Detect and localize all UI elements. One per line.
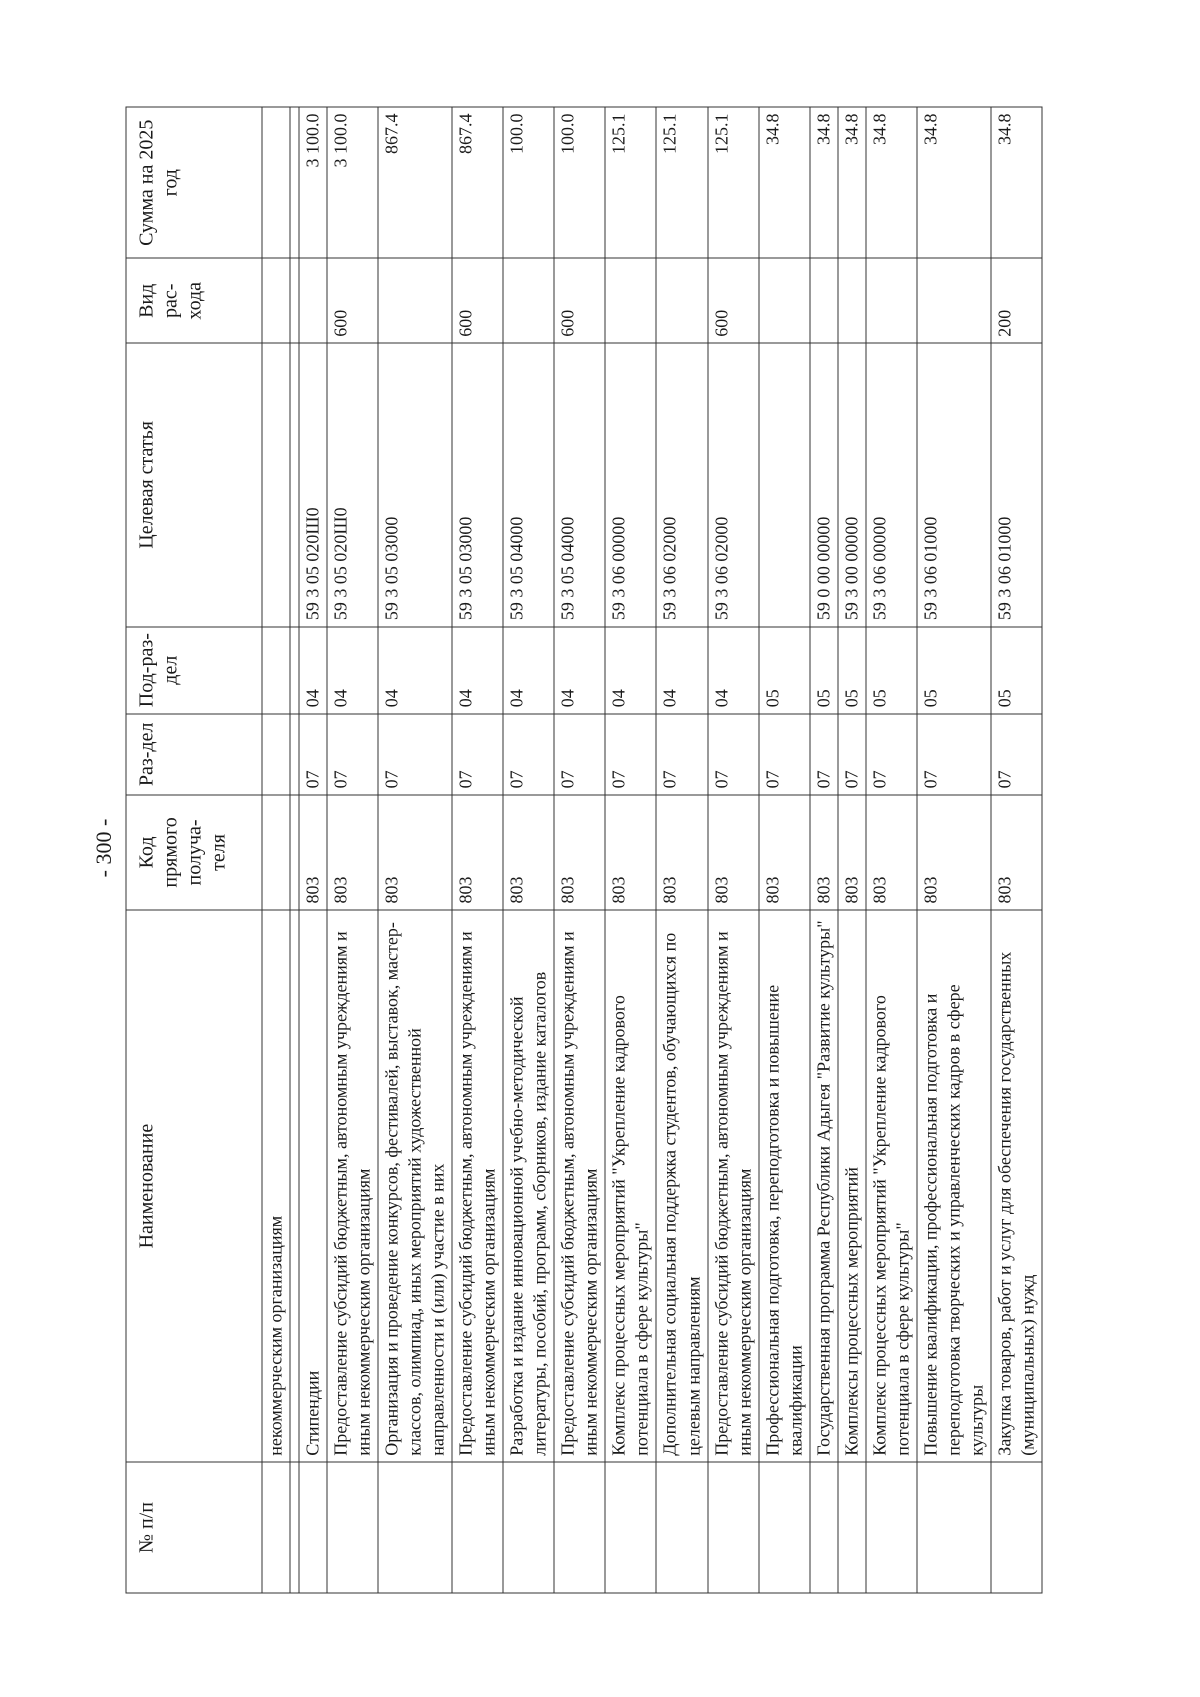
cell-subsection: 04 <box>707 626 758 713</box>
table-row <box>990 107 1041 1593</box>
cell-section: 07 <box>837 713 865 794</box>
cell-receiver: 803 <box>916 794 990 909</box>
cell-target: 59 3 06 01000 <box>990 343 1041 626</box>
cell-name: Государственная программа Республики Адыгея "Развитие культуры" <box>809 909 837 1461</box>
cell-receiver: 803 <box>327 794 378 909</box>
cell-num <box>554 1462 605 1593</box>
cell-receiver: 803 <box>605 794 656 909</box>
cell-receiver: 803 <box>378 794 452 909</box>
cell-subsection: 05 <box>837 626 865 713</box>
table-row <box>707 107 758 1593</box>
table-row <box>809 107 837 1593</box>
cell-num <box>299 1462 327 1593</box>
table-row <box>452 107 503 1593</box>
cell-subsection: 05 <box>809 626 837 713</box>
table-row <box>299 107 327 1593</box>
table-row <box>378 107 452 1593</box>
table-row <box>554 107 605 1593</box>
header-sum: Сумма на 2025 год <box>126 107 262 258</box>
cell-section: 07 <box>452 713 503 794</box>
cell-target: 59 3 05 04000 <box>503 343 554 626</box>
cell-num <box>605 1462 656 1593</box>
cell-target: 59 0 00 00000 <box>809 343 837 626</box>
cell-name: Комплексы процессных мероприятий <box>837 909 865 1461</box>
cell-sum <box>290 107 299 258</box>
cell-num <box>758 1462 809 1593</box>
cell-num <box>837 1462 865 1593</box>
cell-section: 07 <box>865 713 916 794</box>
cell-subsection: 04 <box>452 626 503 713</box>
cell-section <box>262 713 290 794</box>
cell-expense: 600 <box>327 258 378 343</box>
cell-section: 07 <box>990 713 1041 794</box>
cell-sum: 34.8 <box>809 107 837 258</box>
cell-section: 07 <box>916 713 990 794</box>
cell-num <box>809 1462 837 1593</box>
cell-name <box>290 909 299 1461</box>
table-row <box>865 107 916 1593</box>
cell-section: 07 <box>554 713 605 794</box>
cell-section: 07 <box>327 713 378 794</box>
cell-subsection <box>290 626 299 713</box>
cell-num <box>916 1462 990 1593</box>
cell-sum: 34.8 <box>865 107 916 258</box>
cell-num <box>378 1462 452 1593</box>
cell-name: Разработка и издание инновационной учебно-методической литературы, пособий, программ, сборников, издание каталогов <box>503 909 554 1461</box>
cell-target: 59 3 05 03000 <box>452 343 503 626</box>
header-section: Раз-дел <box>126 713 262 794</box>
cell-sum: 3 100.0 <box>299 107 327 258</box>
cell-sum: 100.0 <box>554 107 605 258</box>
cell-subsection: 04 <box>605 626 656 713</box>
cell-num <box>452 1462 503 1593</box>
cell-name: Предоставление субсидий бюджетным, автономным учреждениям и иным некоммерческим организациям <box>452 909 503 1461</box>
header-target: Целевая статья <box>126 343 262 626</box>
cell-sum: 125.1 <box>707 107 758 258</box>
cell-section: 07 <box>299 713 327 794</box>
cell-target: 59 3 06 02000 <box>656 343 707 626</box>
cell-num <box>503 1462 554 1593</box>
table-row <box>605 107 656 1593</box>
table-header-row <box>126 107 262 1593</box>
table-row <box>656 107 707 1593</box>
cell-subsection: 05 <box>758 626 809 713</box>
cell-receiver <box>290 794 299 909</box>
header-receiver: Код прямого получа-теля <box>126 794 262 909</box>
cell-sum: 867.4 <box>452 107 503 258</box>
cell-sum: 34.8 <box>837 107 865 258</box>
cell-expense: 200 <box>990 258 1041 343</box>
cell-receiver <box>262 794 290 909</box>
cell-subsection: 04 <box>378 626 452 713</box>
table-row <box>290 107 299 1593</box>
cell-expense <box>865 258 916 343</box>
cell-subsection: 04 <box>327 626 378 713</box>
table-row <box>837 107 865 1593</box>
cell-sum: 34.8 <box>990 107 1041 258</box>
cell-target: 59 3 06 00000 <box>865 343 916 626</box>
cell-num <box>656 1462 707 1593</box>
cell-sum: 867.4 <box>378 107 452 258</box>
cell-target: 59 3 05 020Ш0 <box>327 343 378 626</box>
cell-target: 59 3 00 00000 <box>837 343 865 626</box>
cell-name: Комплекс процессных мероприятий "Укрепление кадрового потенциала в сфере культуры" <box>605 909 656 1461</box>
cell-section: 07 <box>378 713 452 794</box>
cell-sum: 34.8 <box>758 107 809 258</box>
cell-subsection: 05 <box>916 626 990 713</box>
cell-expense <box>605 258 656 343</box>
table-row <box>262 107 290 1593</box>
cell-num <box>327 1462 378 1593</box>
cell-name: Организация и проведение конкурсов, фестивалей, выставок, мастер-классов, олимпиад, иных мероприятий художественной направленности и (или) участие в них <box>378 909 452 1461</box>
cell-sum: 3 100.0 <box>327 107 378 258</box>
cell-num <box>290 1462 299 1593</box>
cell-receiver: 803 <box>758 794 809 909</box>
cell-receiver: 803 <box>503 794 554 909</box>
cell-sum: 125.1 <box>656 107 707 258</box>
cell-section: 07 <box>809 713 837 794</box>
cell-section: 07 <box>656 713 707 794</box>
cell-sum: 125.1 <box>605 107 656 258</box>
header-num: № п/п <box>126 1462 262 1593</box>
cell-name: Предоставление субсидий бюджетным, автономным учреждениям и иным некоммерческим организациям <box>327 909 378 1461</box>
cell-expense <box>503 258 554 343</box>
cell-num <box>990 1462 1041 1593</box>
page-number-text: - 300 - <box>91 818 116 878</box>
cell-sum <box>262 107 290 258</box>
cell-receiver: 803 <box>809 794 837 909</box>
cell-name: Комплекс процессных мероприятий "Укрепление кадрового потенциала в сфере культуры" <box>865 909 916 1461</box>
cell-name: Повышение квалификации, профессиональная подготовка и переподготовка творческих и управленческих кадров в сфере культуры <box>916 909 990 1461</box>
cell-expense <box>809 258 837 343</box>
cell-subsection: 04 <box>554 626 605 713</box>
header-expense: Вид рас-хода <box>126 258 262 343</box>
cell-target <box>758 343 809 626</box>
table-row <box>503 107 554 1593</box>
cell-expense <box>262 258 290 343</box>
cell-name: некоммерческим организациям <box>262 909 290 1461</box>
cell-expense <box>916 258 990 343</box>
cell-target: 59 3 06 00000 <box>605 343 656 626</box>
cell-target <box>290 343 299 626</box>
cell-section: 07 <box>707 713 758 794</box>
cell-section: 07 <box>605 713 656 794</box>
cell-name: Предоставление субсидий бюджетным, автономным учреждениям и иным некоммерческим организациям <box>707 909 758 1461</box>
cell-receiver: 803 <box>299 794 327 909</box>
table-row <box>758 107 809 1593</box>
cell-receiver: 803 <box>452 794 503 909</box>
cell-num <box>865 1462 916 1593</box>
table-row <box>327 107 378 1593</box>
cell-section: 07 <box>758 713 809 794</box>
cell-name: Профессиональная подготовка, переподготовка и повышение квалификации <box>758 909 809 1461</box>
cell-expense: 600 <box>452 258 503 343</box>
cell-target: 59 3 05 03000 <box>378 343 452 626</box>
cell-sum: 34.8 <box>916 107 990 258</box>
cell-receiver: 803 <box>837 794 865 909</box>
header-subsection: Под-раз-дел <box>126 626 262 713</box>
cell-subsection: 05 <box>990 626 1041 713</box>
cell-name: Предоставление субсидий бюджетным, автономным учреждениям и иным некоммерческим организациям <box>554 909 605 1461</box>
cell-subsection <box>262 626 290 713</box>
cell-subsection: 04 <box>299 626 327 713</box>
cell-receiver: 803 <box>707 794 758 909</box>
cell-receiver: 803 <box>554 794 605 909</box>
cell-receiver: 803 <box>656 794 707 909</box>
cell-section: 07 <box>503 713 554 794</box>
cell-name: Дополнительная социальная поддержка студентов, обучающихся по целевым направлениям <box>656 909 707 1461</box>
cell-name: Закупка товаров, работ и услуг для обеспечения государственных (муниципальных) нужд <box>990 909 1041 1461</box>
cell-expense <box>656 258 707 343</box>
table-body <box>262 107 1042 1593</box>
cell-target <box>262 343 290 626</box>
header-name: Наименование <box>126 909 262 1461</box>
cell-target: 59 3 06 01000 <box>916 343 990 626</box>
cell-expense <box>837 258 865 343</box>
cell-subsection: 04 <box>503 626 554 713</box>
cell-expense: 600 <box>554 258 605 343</box>
cell-expense <box>290 258 299 343</box>
budget-table <box>125 106 1042 1593</box>
cell-subsection: 05 <box>865 626 916 713</box>
cell-name: Стипендии <box>299 909 327 1461</box>
cell-target: 59 3 05 04000 <box>554 343 605 626</box>
cell-num <box>262 1462 290 1593</box>
cell-target: 59 3 05 020Ш0 <box>299 343 327 626</box>
cell-expense: 600 <box>707 258 758 343</box>
cell-expense <box>299 258 327 343</box>
cell-subsection: 04 <box>656 626 707 713</box>
cell-section <box>290 713 299 794</box>
page-number <box>84 818 124 878</box>
cell-receiver: 803 <box>865 794 916 909</box>
cell-sum: 100.0 <box>503 107 554 258</box>
budget-table-frame <box>125 106 1071 1593</box>
cell-num <box>707 1462 758 1593</box>
cell-target: 59 3 06 02000 <box>707 343 758 626</box>
cell-expense <box>378 258 452 343</box>
cell-expense <box>758 258 809 343</box>
table-row <box>916 107 990 1593</box>
cell-receiver: 803 <box>990 794 1041 909</box>
